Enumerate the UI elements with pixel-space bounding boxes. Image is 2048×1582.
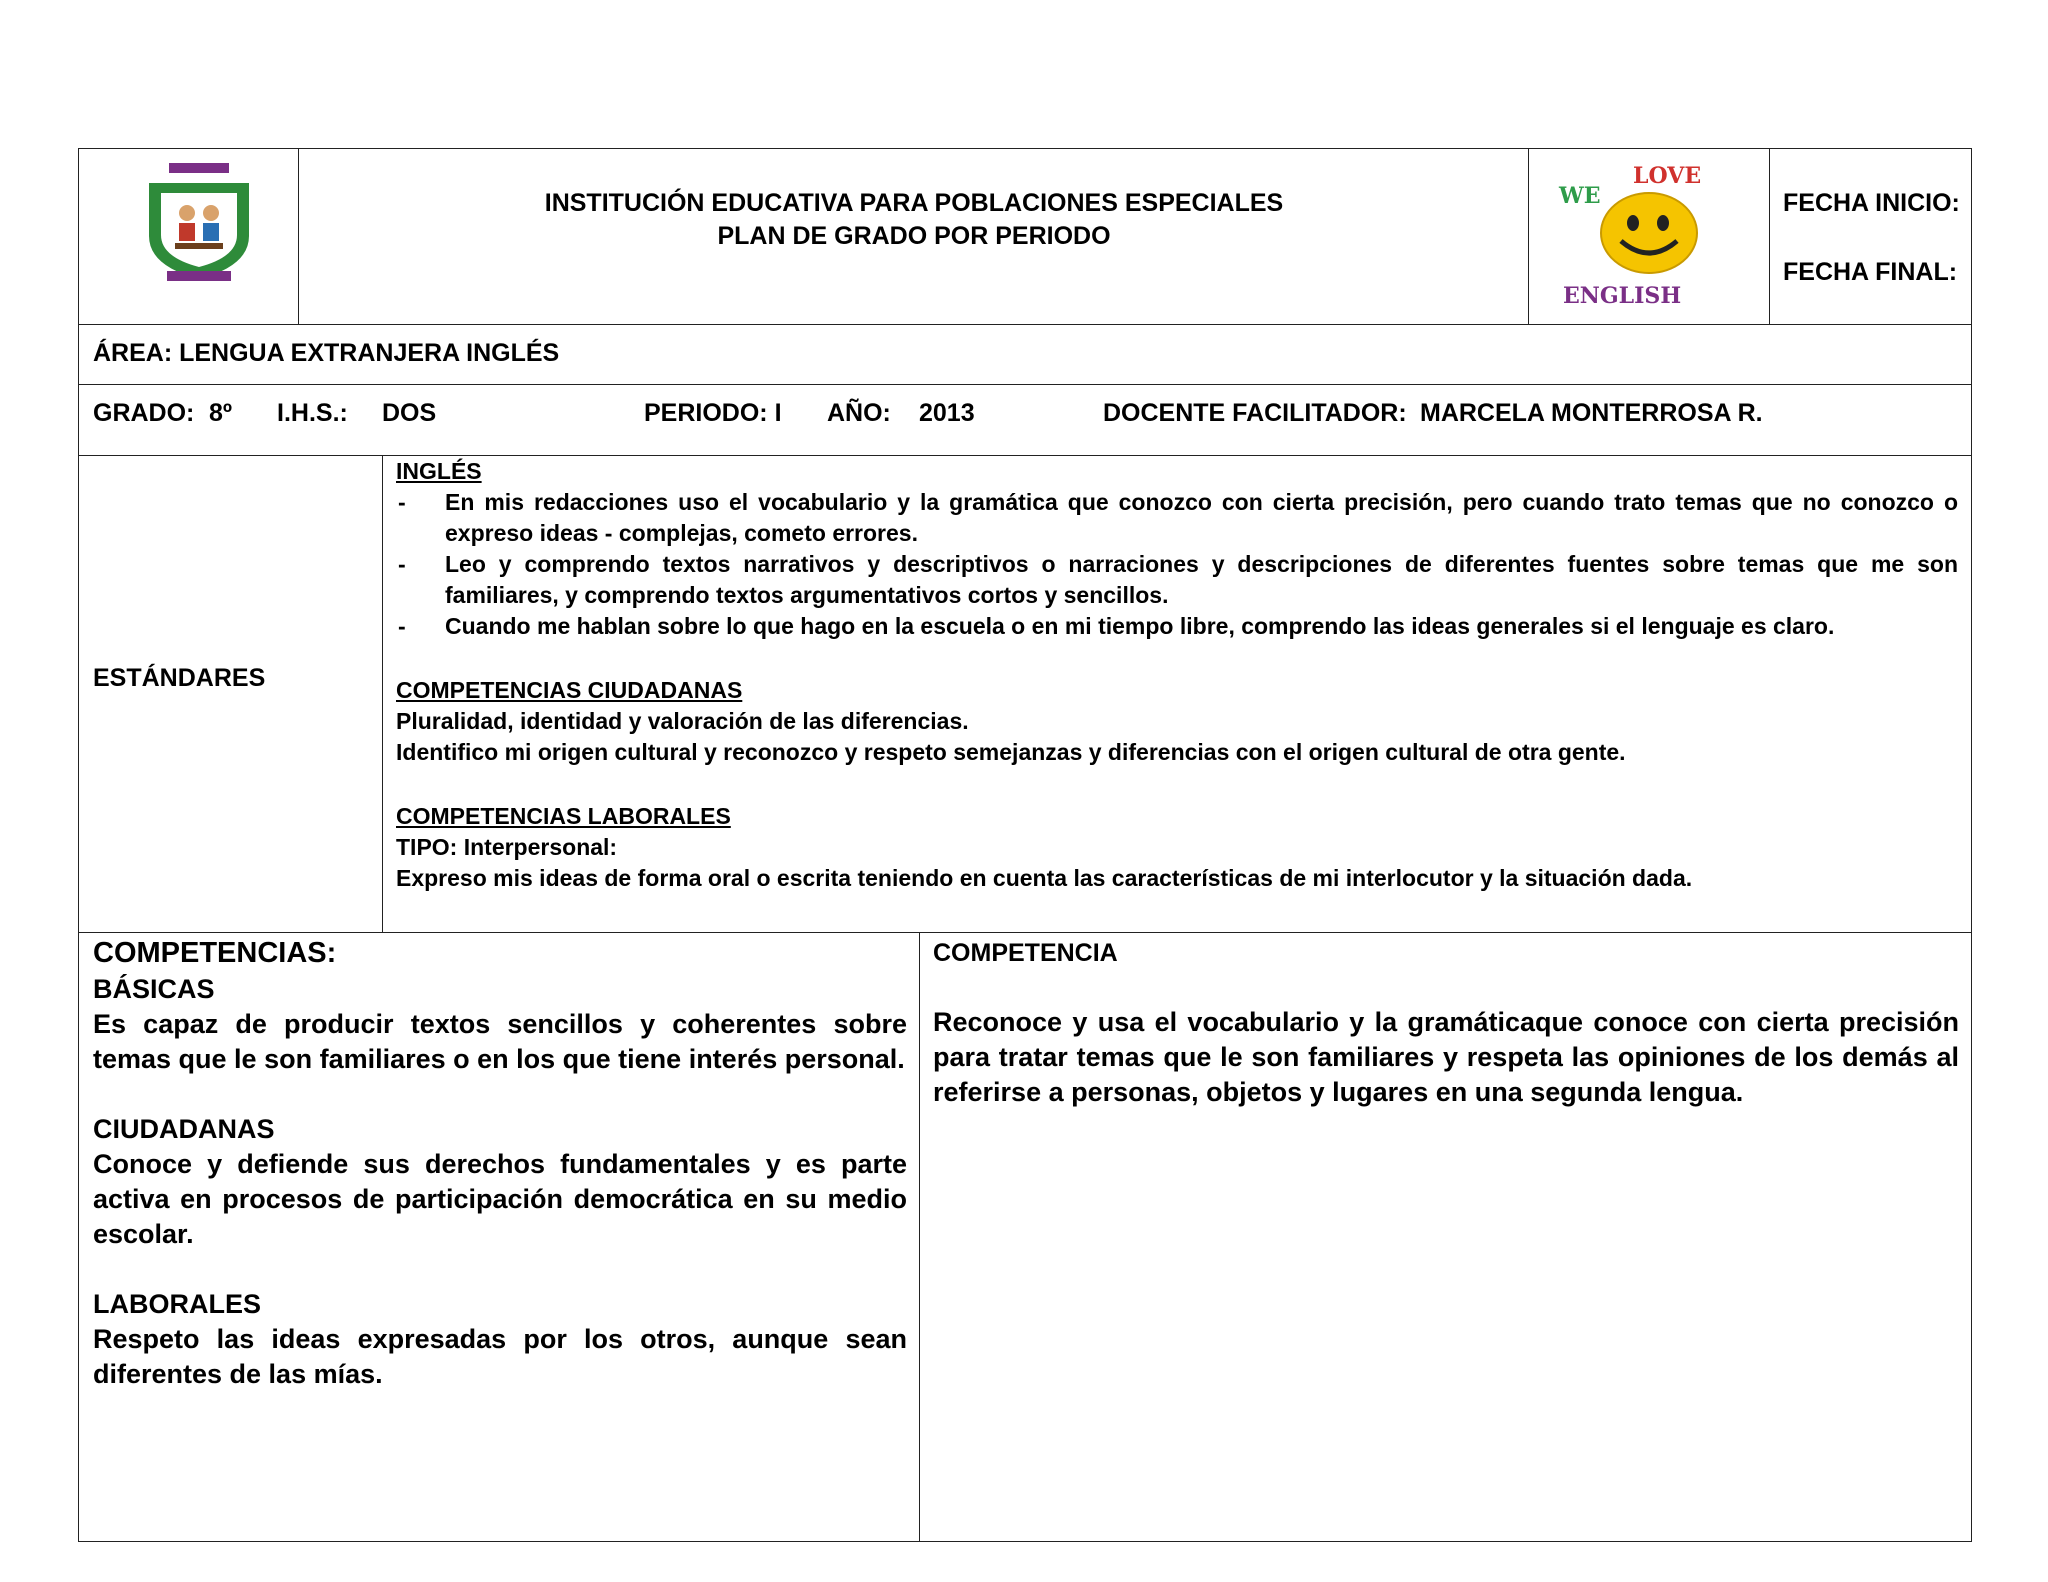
info-row [79,385,1971,456]
laborales-label: LABORALES [93,1289,261,1319]
institution-name: INSTITUCIÓN EDUCATIVA PARA POBLACIONES ESPECIALES [544,189,1284,217]
ingles-item: - En mis redacciones uso el vocabulario y la gramática que conozco con cierta precisión, pero cuando trato temas que no conozco o expreso ideas - complejas, cometo errores. [396,487,1958,549]
ingles-item: - Leo y comprendo textos narrativos y descriptivos o narraciones y descripciones de diferentes fuentes sobre temas que me son familiares, y comprendo textos argumentativos cortos y sencillos. [396,549,1958,611]
laborales-heading: COMPETENCIAS LABORALES [396,803,731,829]
grado-label: GRADO: [93,399,195,427]
estandares-content [396,456,1958,894]
estandares-row [79,456,1971,933]
laborales-text: Respeto las ideas expresadas por los otros, aunque sean diferentes de las mías. [93,1324,907,1389]
ciudadanas-text: Conoce y defiende sus derechos fundamentales y es parte activa en procesos de participación democrática en su medio escolar. [93,1149,907,1249]
logo-word-love: LOVE [1633,163,1702,189]
ingles-item-text: Leo y comprendo textos narrativos y descriptivos o narraciones y descripciones de diferentes fuentes sobre temas que me son familiares, y comprendo textos argumentativos cortos y sencillos. [445,551,1958,608]
basicas-text: Es capaz de producir textos sencillos y coherentes sobre temas que le son familiares o en los que tiene interés personal. [93,1009,907,1074]
laborales-line: Expreso mis ideas de forma oral o escrita teniendo en cuenta las características de mi interlocutor y la situación dada. [396,865,1693,891]
competencias-row [79,933,1971,1541]
ihs-label: I.H.S.: [277,399,348,427]
ciudadanas-line: Identifico mi origen cultural y reconozco y respeto semejanzas y diferencias con el origen cultural de otra gente. [396,739,1626,765]
we-love-english-logo [1541,153,1755,319]
header-title [300,187,1528,253]
fecha-final-label: FECHA FINAL: [1783,258,1958,286]
competencias-title: COMPETENCIAS: [93,937,337,969]
logo-word-we: WE [1559,183,1601,209]
ingles-heading: INGLÉS [396,458,482,484]
basicas-label: BÁSICAS [93,974,215,1004]
competencia-right [933,935,1959,1110]
plan-title: PLAN DE GRADO POR PERIODO [717,222,1111,250]
anio-value: 2013 [919,399,975,427]
school-crest-logo [139,161,259,283]
ingles-item-text: Cuando me hablan sobre lo que hago en la escuela o en mi tiempo libre, comprendo las ideas generales si el lenguaje es claro. [445,613,1835,639]
logo-word-english: ENGLISH [1563,283,1682,309]
periodo-label: PERIODO: I [644,399,782,427]
fecha-inicio-label: FECHA INICIO: [1783,189,1960,217]
ingles-item: - Cuando me hablan sobre lo que hago en la escuela o en mi tiempo libre, comprendo las ideas generales si el lenguaje es claro. [396,611,1958,642]
docente-label: DOCENTE FACILITADOR: [1103,399,1407,427]
dates-cell [1783,187,1963,289]
competencia-text: Reconoce y usa el vocabulario y la gramáticaque conoce con cierta precisión para tratar temas que le son familiares y respeta las opiniones de los demás al referirse a personas, objetos y lugares en una segunda lengua. [933,1007,1959,1107]
grado-value: 8º [209,399,233,427]
ingles-item-text: En mis redacciones uso el vocabulario y la gramática que conozco con cierta precisión, pero cuando trato temas que no conozco o expreso ideas - complejas, cometo errores. [445,489,1958,546]
plan-document [78,148,1972,1542]
ihs-value: DOS [382,399,437,427]
anio-label: AÑO: [827,399,891,427]
area-label: ÁREA: LENGUA EXTRANJERA INGLÉS [93,339,560,367]
estandares-label: ESTÁNDARES [93,664,266,692]
ciudadanas-heading: COMPETENCIAS CIUDADANAS [396,677,743,703]
header-row [79,149,1971,325]
competencias-left [93,935,907,1392]
competencia-title: COMPETENCIA [933,939,1118,967]
docente-value: MARCELA MONTERROSA R. [1420,399,1763,427]
ciudadanas-line: Pluralidad, identidad y valoración de las diferencias. [396,708,969,734]
area-row [79,325,1971,385]
laborales-line: TIPO: Interpersonal: [396,834,618,860]
ciudadanas-label: CIUDADANAS [93,1114,275,1144]
